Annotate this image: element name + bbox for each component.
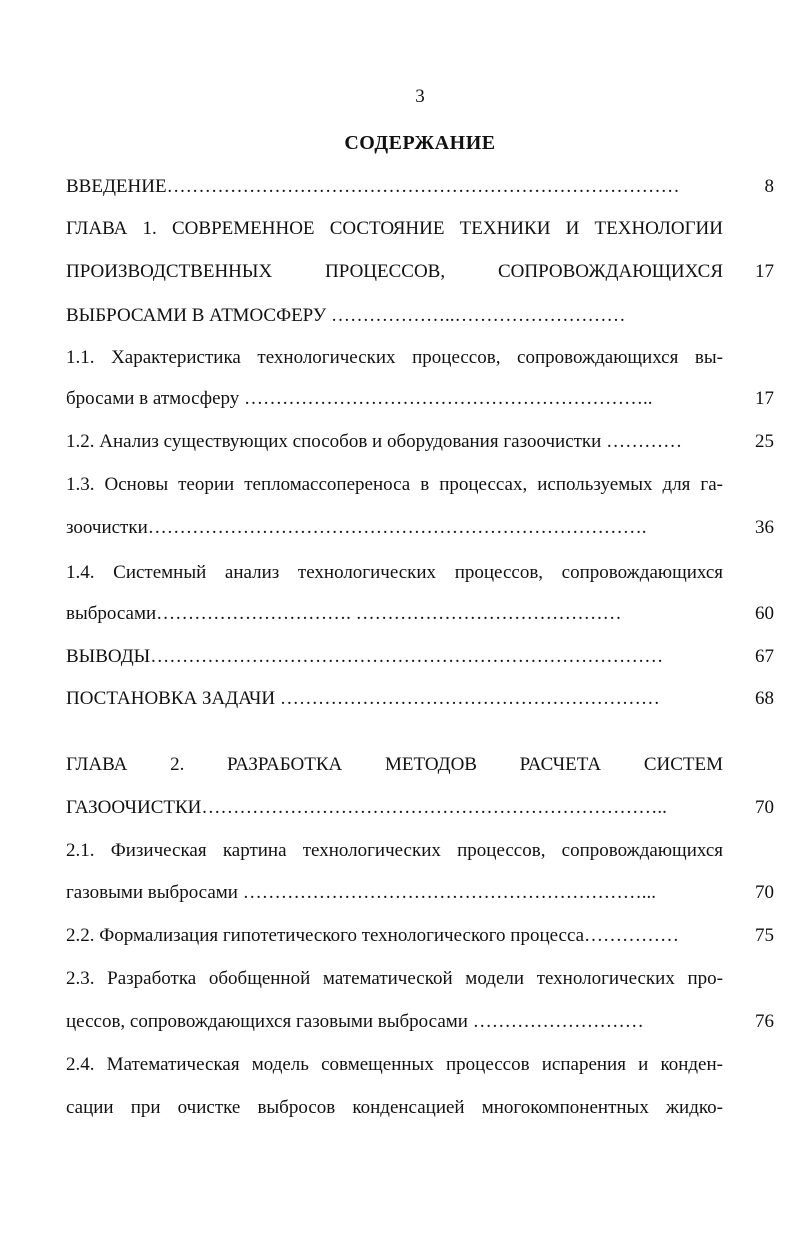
toc-entry-line: цессов, сопровождающихся газовыми выбросами ………………………	[66, 1011, 644, 1032]
toc-page-ref: 25	[755, 431, 774, 452]
toc-entry-line: ВВЕДЕНИЕ………………………………………………………………………	[66, 176, 680, 197]
toc-page-ref: 17	[755, 388, 774, 409]
toc-entry-line: 1.2. Анализ существующих способов и оборудования газоочистки …………	[66, 431, 683, 452]
toc-entry-line: зоочистки…………………………………………………………………….	[66, 517, 647, 538]
toc-entry-line: ГАЗООЧИСТКИ………………………………………………………………..	[66, 797, 667, 818]
toc-entry-line: 2.3. Разработка обобщенной математической модели технологических про-	[66, 968, 723, 989]
toc-entry-line: ВЫВОДЫ………………………………………………………………………	[66, 646, 664, 667]
toc-entry-line: ПРОИЗВОДСТВЕННЫХ ПРОЦЕССОВ, СОПРОВОЖДАЮЩИХСЯ	[66, 261, 723, 282]
toc-entry-line: 2.4. Математическая модель совмещенных процессов испарения и конден-	[66, 1054, 723, 1075]
toc-entry-line: 2.2. Формализация гипотетического технологического процесса……………	[66, 925, 680, 946]
toc-page-ref: 36	[755, 517, 774, 538]
toc-entry-line: 1.1. Характеристика технологических процессов, сопровождающихся вы-	[66, 347, 723, 368]
toc-entry-line: газовыми выбросами ………………………………………………………...	[66, 882, 656, 903]
page-title: СОДЕРЖАНИЕ	[344, 132, 496, 154]
page-number: 3	[415, 86, 425, 107]
toc-page-ref: 76	[755, 1011, 774, 1032]
toc-page-ref: 70	[755, 882, 774, 903]
toc-entry-line: ВЫБРОСАМИ В АТМОСФЕРУ ………………..………………………	[66, 305, 626, 326]
toc-entry-line: 1.3. Основы теории тепломассопереноса в процессах, используемых для га-	[66, 474, 723, 495]
toc-page-ref: 8	[764, 176, 774, 197]
toc-page-ref: 67	[755, 646, 774, 667]
toc-page-ref: 75	[755, 925, 774, 946]
toc-entry-line: ГЛАВА 1. СОВРЕМЕННОЕ СОСТОЯНИЕ ТЕХНИКИ И ТЕХНОЛОГИИ	[66, 218, 723, 239]
toc-entry-line: ПОСТАНОВКА ЗАДАЧИ ……………………………………………………	[66, 688, 660, 709]
toc-page-ref: 17	[755, 261, 774, 282]
toc-entry-line: выбросами…………………………. ……………………………………	[66, 603, 622, 624]
toc-entry-line: бросами в атмосферу ………………………………………………………..	[66, 388, 653, 409]
toc-page-ref: 60	[755, 603, 774, 624]
toc-entry-line: 2.1. Физическая картина технологических процессов, сопровождающихся	[66, 840, 723, 861]
toc-entry-line: ГЛАВА 2. РАЗРАБОТКА МЕТОДОВ РАСЧЕТА СИСТЕМ	[66, 754, 723, 775]
toc-page-ref: 68	[755, 688, 774, 709]
toc-page-ref: 70	[755, 797, 774, 818]
toc-entry-line: сации при очистке выбросов конденсацией многокомпонентных жидко-	[66, 1097, 723, 1118]
toc-entry-line: 1.4. Системный анализ технологических процессов, сопровождающихся	[66, 562, 723, 583]
